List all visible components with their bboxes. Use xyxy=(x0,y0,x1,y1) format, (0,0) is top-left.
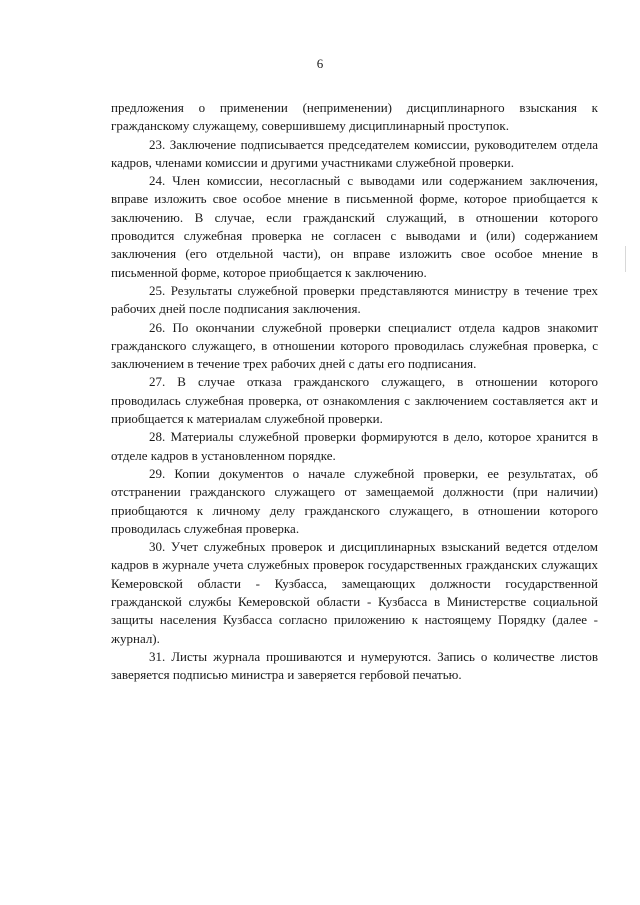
paragraph-28: 28. Материалы служебной проверки формируются в дело, которое хранится в отделе кадров в установленном порядке. xyxy=(111,429,598,463)
paragraph-24: 24. Член комиссии, несогласный с выводами или содержанием заключения, вправе изложить свое особое мнение в письменной форме, которое приобщается к заключению. В случае, если гражданский служащий, в отношении которого проводится служебная проверка не согласен с выводами и (или) содержанием заключения (его отдельной части), он вправе изложить свое особое мнение в письменной форме, которое приобщается к заключению. xyxy=(111,173,598,280)
paragraph-30: 30. Учет служебных проверок и дисциплинарных взысканий ведется отделом кадров в журнале учета служебных проверок государственных гражданских служащих Кемеровской области - Кузбасса, замещающих должности государственной гражданской службы Кемеровской области - Кузбасса в Министерстве социальной защиты населения Кузбасса согласно приложению к настоящему Порядку (далее - журнал). xyxy=(111,539,598,646)
scan-artifact-mark xyxy=(625,246,626,272)
document-body xyxy=(111,99,598,685)
paragraph-27: 27. В случае отказа гражданского служащего, в отношении которого проводилась служебная проверка, от ознакомления с заключением составляется акт и приобщается к материалам служебной проверки. xyxy=(111,374,598,427)
paragraph-29: 29. Копии документов о начале служебной проверки, ее результатах, об отстранении гражданского служащего от замещаемой должности (при наличии) приобщаются к личному делу гражданского служащего, в отношении которого проводилась служебная проверка. xyxy=(111,465,598,536)
paragraph-31: 31. Листы журнала прошиваются и нумеруются. Запись о количестве листов заверяется подписью министра и заверяется гербовой печатью. xyxy=(111,648,598,683)
paragraph-25: 25. Результаты служебной проверки представляются министру в течение трех рабочих дней после подписания заключения. xyxy=(111,282,598,317)
page-number: 6 xyxy=(316,56,324,71)
paragraph-continuation: предложения о применении (неприменении) дисциплинарного взыскания к гражданскому служащему, совершившему дисциплинарный проступок. xyxy=(111,100,598,134)
paragraph-23: 23. Заключение подписывается председателем комиссии, руководителем отдела кадров, членами комиссии и другими участниками служебной проверки. xyxy=(111,136,598,170)
paragraph-26: 26. По окончании служебной проверки специалист отдела кадров знакомит гражданского служащего, в отношении которого проводилась служебная проверка, с заключением в течение трех рабочих дней с даты его подписания. xyxy=(111,319,598,372)
